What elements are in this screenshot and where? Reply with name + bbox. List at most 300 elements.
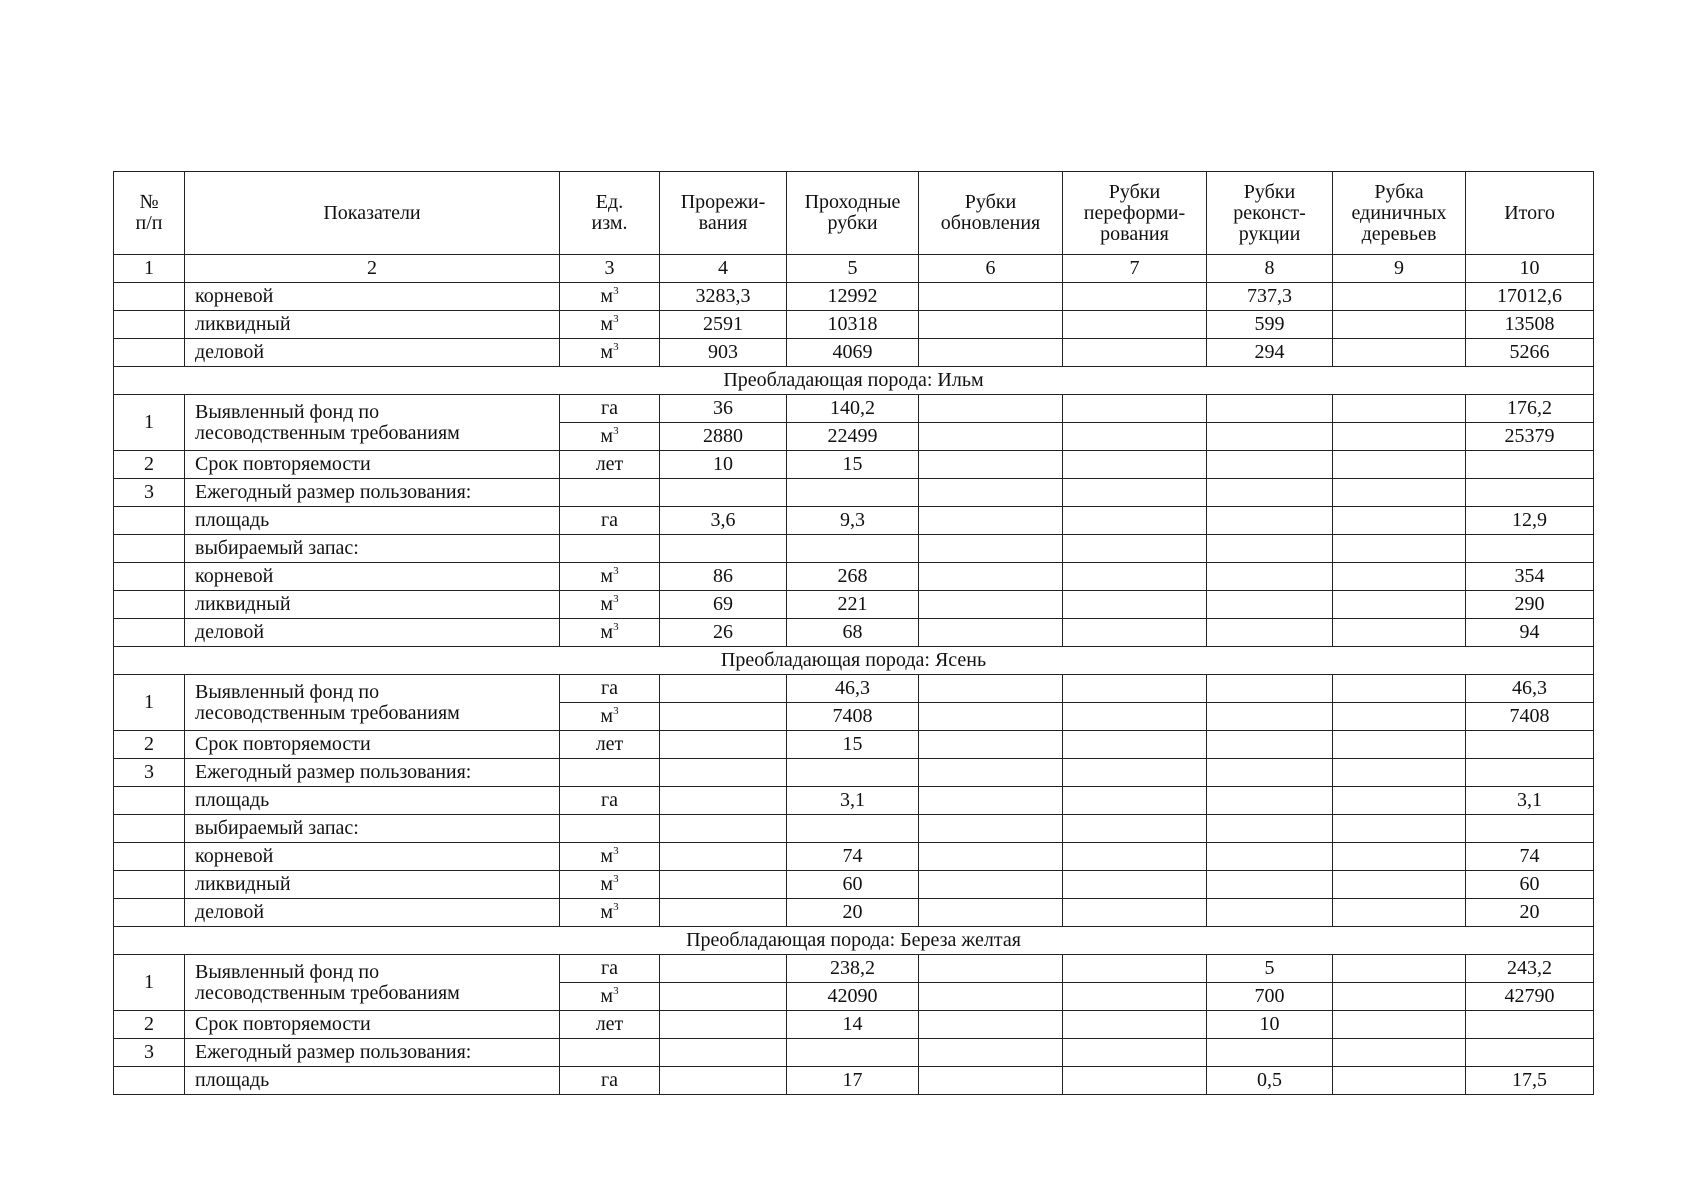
value-cell: [919, 759, 1063, 787]
value-cell: [1207, 535, 1333, 563]
table-row: [114, 395, 1594, 423]
table-row: [114, 479, 1594, 507]
unit-m: м: [600, 621, 614, 643]
unit-cell: [560, 591, 660, 619]
value-cell: [1063, 1067, 1207, 1095]
value-cell: [1207, 395, 1333, 423]
row-number: [114, 843, 185, 871]
indicator-label: ликвидный: [185, 871, 560, 899]
value-cell: 13508: [1466, 311, 1594, 339]
unit-superscript: 3: [613, 593, 619, 605]
column-number: 3: [560, 255, 660, 283]
indicator-label: площадь: [185, 1067, 560, 1095]
col-header-num: № п/п: [114, 172, 185, 255]
column-number: 2: [185, 255, 560, 283]
col-header-unit: Ед. изм.: [560, 172, 660, 255]
row-number: 1: [114, 955, 185, 1011]
value-cell: 176,2: [1466, 395, 1594, 423]
section-title: Преобладающая порода: Ясень: [114, 647, 1594, 675]
value-cell: [660, 843, 787, 871]
row-number: 3: [114, 479, 185, 507]
table-row: [114, 843, 1594, 871]
value-cell: [1207, 423, 1333, 451]
indicator-label: выбираемый запас:: [185, 815, 560, 843]
value-cell: [1333, 563, 1466, 591]
value-cell: 42090: [787, 983, 919, 1011]
row-number: 1: [114, 395, 185, 451]
value-cell: 17012,6: [1466, 283, 1594, 311]
value-cell: [660, 535, 787, 563]
value-cell: 17: [787, 1067, 919, 1095]
unit-cell: [560, 283, 660, 311]
row-number: [114, 899, 185, 927]
value-cell: [919, 395, 1063, 423]
indicator-label: корневой: [185, 843, 560, 871]
unit-cell: га: [560, 675, 660, 703]
value-cell: 4069: [787, 339, 919, 367]
row-number: 3: [114, 759, 185, 787]
value-cell: 3283,3: [660, 283, 787, 311]
value-cell: 268: [787, 563, 919, 591]
value-cell: 42790: [1466, 983, 1594, 1011]
value-cell: [1063, 591, 1207, 619]
unit-superscript: 3: [613, 565, 619, 577]
value-cell: [1063, 871, 1207, 899]
forestry-table: [113, 171, 1594, 1095]
table-row: [114, 339, 1594, 367]
unit-superscript: 3: [613, 845, 619, 857]
value-cell: 737,3: [1207, 283, 1333, 311]
unit-cell: лет: [560, 731, 660, 759]
value-cell: [1333, 815, 1466, 843]
value-cell: 700: [1207, 983, 1333, 1011]
indicator-label: [185, 955, 560, 1011]
value-cell: [1333, 423, 1466, 451]
table-row: [114, 1039, 1594, 1067]
value-cell: [1063, 395, 1207, 423]
value-cell: 60: [1466, 871, 1594, 899]
value-cell: [919, 787, 1063, 815]
value-cell: 599: [1207, 311, 1333, 339]
row-number: [114, 815, 185, 843]
value-cell: 25379: [1466, 423, 1594, 451]
value-cell: 74: [1466, 843, 1594, 871]
unit-cell: [560, 619, 660, 647]
value-cell: [1207, 591, 1333, 619]
unit-cell: лет: [560, 1011, 660, 1039]
unit-cell: га: [560, 955, 660, 983]
value-cell: 69: [660, 591, 787, 619]
value-cell: [1466, 815, 1594, 843]
value-cell: [919, 535, 1063, 563]
row-number: 2: [114, 731, 185, 759]
value-cell: 17,5: [1466, 1067, 1594, 1095]
value-cell: [1333, 899, 1466, 927]
value-cell: [787, 479, 919, 507]
row-number: [114, 787, 185, 815]
row-number: [114, 619, 185, 647]
unit-superscript: 3: [613, 705, 619, 717]
section-title-row: [114, 367, 1594, 395]
value-cell: [1063, 787, 1207, 815]
value-cell: 15: [787, 731, 919, 759]
value-cell: 290: [1466, 591, 1594, 619]
value-cell: [660, 955, 787, 983]
value-cell: [1333, 843, 1466, 871]
value-cell: [660, 983, 787, 1011]
value-cell: [660, 1067, 787, 1095]
label-line: лесоводственным требованиям: [195, 981, 460, 1004]
column-number: 1: [114, 255, 185, 283]
unit-cell: [560, 423, 660, 451]
value-cell: [1333, 759, 1466, 787]
value-cell: [660, 675, 787, 703]
unit-m: м: [600, 873, 614, 895]
unit-cell: га: [560, 787, 660, 815]
section-title-row: [114, 647, 1594, 675]
unit-cell: [560, 311, 660, 339]
value-cell: 3,1: [1466, 787, 1594, 815]
unit-superscript: 3: [613, 285, 619, 297]
column-number: 9: [1333, 255, 1466, 283]
indicator-label: Ежегодный размер пользования:: [185, 479, 560, 507]
value-cell: [919, 619, 1063, 647]
table-body: [114, 255, 1594, 1095]
value-cell: [1063, 815, 1207, 843]
column-number: 5: [787, 255, 919, 283]
indicator-label: выбираемый запас:: [185, 535, 560, 563]
value-cell: [1063, 507, 1207, 535]
value-cell: 7408: [787, 703, 919, 731]
value-cell: [1333, 591, 1466, 619]
unit-cell: га: [560, 507, 660, 535]
value-cell: 3,1: [787, 787, 919, 815]
table-row: [114, 563, 1594, 591]
table-row: [114, 507, 1594, 535]
value-cell: [1063, 1011, 1207, 1039]
value-cell: [1207, 843, 1333, 871]
value-cell: 46,3: [787, 675, 919, 703]
row-number: [114, 507, 185, 535]
table-row: [114, 311, 1594, 339]
value-cell: [919, 983, 1063, 1011]
value-cell: [1207, 451, 1333, 479]
value-cell: [1466, 759, 1594, 787]
value-cell: [1466, 1039, 1594, 1067]
table-row: [114, 815, 1594, 843]
value-cell: [1063, 899, 1207, 927]
value-cell: [660, 703, 787, 731]
value-cell: [1207, 675, 1333, 703]
table-row: [114, 899, 1594, 927]
value-cell: [919, 311, 1063, 339]
unit-superscript: 3: [613, 341, 619, 353]
value-cell: [1063, 563, 1207, 591]
value-cell: [919, 451, 1063, 479]
value-cell: [1063, 311, 1207, 339]
value-cell: [1466, 479, 1594, 507]
indicator-label: Срок повторяемости: [185, 731, 560, 759]
value-cell: 10: [660, 451, 787, 479]
unit-superscript: 3: [613, 873, 619, 885]
value-cell: 9,3: [787, 507, 919, 535]
value-cell: [1333, 703, 1466, 731]
value-cell: [1333, 451, 1466, 479]
value-cell: [1063, 955, 1207, 983]
section-title: Преобладающая порода: Береза желтая: [114, 927, 1594, 955]
value-cell: 294: [1207, 339, 1333, 367]
value-cell: 7408: [1466, 703, 1594, 731]
value-cell: [1207, 787, 1333, 815]
value-cell: [1333, 983, 1466, 1011]
unit-cell: [560, 563, 660, 591]
value-cell: [1063, 675, 1207, 703]
value-cell: 12992: [787, 283, 919, 311]
value-cell: 243,2: [1466, 955, 1594, 983]
col-header-reconstruction: Рубки реконст- рукции: [1207, 172, 1333, 255]
value-cell: [1207, 703, 1333, 731]
value-cell: [1207, 759, 1333, 787]
unit-superscript: 3: [613, 901, 619, 913]
value-cell: [1207, 871, 1333, 899]
unit-superscript: 3: [613, 425, 619, 437]
value-cell: [1063, 619, 1207, 647]
value-cell: [1333, 311, 1466, 339]
value-cell: [919, 283, 1063, 311]
value-cell: [919, 1039, 1063, 1067]
label-line: лесоводственным требованиям: [195, 421, 460, 444]
col-header-total: Итого: [1466, 172, 1594, 255]
unit-cell: [560, 843, 660, 871]
row-number: [114, 339, 185, 367]
value-cell: 36: [660, 395, 787, 423]
row-number: [114, 535, 185, 563]
unit-cell: [560, 759, 660, 787]
row-number: [114, 591, 185, 619]
value-cell: [1466, 731, 1594, 759]
indicator-label: Ежегодный размер пользования:: [185, 1039, 560, 1067]
col-header-passage-cutting: Проходные рубки: [787, 172, 919, 255]
value-cell: [660, 1039, 787, 1067]
value-cell: [1333, 283, 1466, 311]
unit-cell: [560, 535, 660, 563]
table-row: [114, 283, 1594, 311]
value-cell: [919, 479, 1063, 507]
unit-superscript: 3: [613, 313, 619, 325]
value-cell: [919, 843, 1063, 871]
value-cell: [1333, 395, 1466, 423]
indicator-label: [185, 395, 560, 451]
unit-cell: [560, 339, 660, 367]
value-cell: [660, 787, 787, 815]
label-line: Выявленный фонд по: [195, 680, 380, 703]
table-row: [114, 535, 1594, 563]
value-cell: [1333, 619, 1466, 647]
value-cell: 26: [660, 619, 787, 647]
value-cell: [1333, 507, 1466, 535]
unit-cell: га: [560, 1067, 660, 1095]
col-header-single-tree: Рубка единичных деревьев: [1333, 172, 1466, 255]
value-cell: [1466, 451, 1594, 479]
unit-m: м: [600, 285, 614, 307]
value-cell: [1466, 1011, 1594, 1039]
value-cell: [919, 675, 1063, 703]
unit-m: м: [600, 341, 614, 363]
value-cell: 94: [1466, 619, 1594, 647]
unit-cell: га: [560, 395, 660, 423]
value-cell: 60: [787, 871, 919, 899]
col-header-renewal: Рубки обновления: [919, 172, 1063, 255]
indicator-label: ликвидный: [185, 591, 560, 619]
row-number: 2: [114, 451, 185, 479]
value-cell: [660, 1011, 787, 1039]
value-cell: [1333, 1011, 1466, 1039]
value-cell: [660, 479, 787, 507]
unit-m: м: [600, 565, 614, 587]
section-title-row: [114, 927, 1594, 955]
table-row: [114, 451, 1594, 479]
unit-cell: [560, 983, 660, 1011]
unit-m: м: [600, 901, 614, 923]
table-row: [114, 759, 1594, 787]
row-number: [114, 283, 185, 311]
table-row: [114, 787, 1594, 815]
table-row: [114, 619, 1594, 647]
value-cell: 10318: [787, 311, 919, 339]
value-cell: [919, 339, 1063, 367]
value-cell: [1063, 703, 1207, 731]
unit-m: м: [600, 845, 614, 867]
label-line: лесоводственным требованиям: [195, 701, 460, 724]
row-number: 2: [114, 1011, 185, 1039]
value-cell: [919, 871, 1063, 899]
unit-cell: [560, 479, 660, 507]
value-cell: 14: [787, 1011, 919, 1039]
value-cell: [1063, 1039, 1207, 1067]
value-cell: 238,2: [787, 955, 919, 983]
value-cell: [1333, 731, 1466, 759]
value-cell: [919, 507, 1063, 535]
unit-m: м: [600, 705, 614, 727]
value-cell: [1333, 479, 1466, 507]
column-number: 4: [660, 255, 787, 283]
value-cell: [660, 759, 787, 787]
value-cell: 10: [1207, 1011, 1333, 1039]
value-cell: 12,9: [1466, 507, 1594, 535]
value-cell: [1063, 759, 1207, 787]
value-cell: [919, 563, 1063, 591]
value-cell: 354: [1466, 563, 1594, 591]
col-header-indicators: Показатели: [185, 172, 560, 255]
indicator-label: площадь: [185, 787, 560, 815]
value-cell: [919, 1067, 1063, 1095]
indicator-label: Срок повторяемости: [185, 1011, 560, 1039]
indicator-label: площадь: [185, 507, 560, 535]
row-number: [114, 1067, 185, 1095]
unit-cell: [560, 899, 660, 927]
value-cell: 22499: [787, 423, 919, 451]
column-number: 7: [1063, 255, 1207, 283]
value-cell: [1063, 339, 1207, 367]
indicator-label: Ежегодный размер пользования:: [185, 759, 560, 787]
value-cell: [1333, 535, 1466, 563]
value-cell: [1207, 899, 1333, 927]
value-cell: [1063, 423, 1207, 451]
value-cell: [1333, 1067, 1466, 1095]
row-number: 3: [114, 1039, 185, 1067]
value-cell: [787, 1039, 919, 1067]
unit-m: м: [600, 593, 614, 615]
value-cell: [1063, 283, 1207, 311]
unit-m: м: [600, 425, 614, 447]
value-cell: [1333, 675, 1466, 703]
value-cell: 74: [787, 843, 919, 871]
value-cell: [660, 871, 787, 899]
label-line: Выявленный фонд по: [195, 960, 380, 983]
value-cell: [1466, 535, 1594, 563]
value-cell: [919, 703, 1063, 731]
unit-superscript: 3: [613, 621, 619, 633]
value-cell: [919, 423, 1063, 451]
value-cell: [1333, 787, 1466, 815]
value-cell: 68: [787, 619, 919, 647]
col-header-reformation: Рубки переформи- рования: [1063, 172, 1207, 255]
col-header-thinning: Прорежи- вания: [660, 172, 787, 255]
value-cell: 5266: [1466, 339, 1594, 367]
indicator-label: Срок повторяемости: [185, 451, 560, 479]
value-cell: 2591: [660, 311, 787, 339]
value-cell: [1063, 983, 1207, 1011]
indicator-label: деловой: [185, 619, 560, 647]
value-cell: [1207, 731, 1333, 759]
column-number-row: [114, 255, 1594, 283]
value-cell: 20: [787, 899, 919, 927]
unit-cell: лет: [560, 451, 660, 479]
unit-cell: [560, 815, 660, 843]
value-cell: 86: [660, 563, 787, 591]
table-row: [114, 591, 1594, 619]
row-number: [114, 311, 185, 339]
value-cell: 140,2: [787, 395, 919, 423]
value-cell: [1333, 955, 1466, 983]
value-cell: [919, 815, 1063, 843]
table-row: [114, 1011, 1594, 1039]
indicator-label: корневой: [185, 283, 560, 311]
value-cell: [1207, 619, 1333, 647]
value-cell: [660, 815, 787, 843]
table-row: [114, 955, 1594, 983]
value-cell: 46,3: [1466, 675, 1594, 703]
value-cell: [1207, 1039, 1333, 1067]
value-cell: [1063, 843, 1207, 871]
indicator-label: деловой: [185, 339, 560, 367]
value-cell: 0,5: [1207, 1067, 1333, 1095]
unit-m: м: [600, 985, 614, 1007]
row-number: [114, 563, 185, 591]
section-title: Преобладающая порода: Ильм: [114, 367, 1594, 395]
value-cell: 2880: [660, 423, 787, 451]
value-cell: [1063, 451, 1207, 479]
value-cell: [919, 591, 1063, 619]
value-cell: 15: [787, 451, 919, 479]
indicator-label: корневой: [185, 563, 560, 591]
unit-superscript: 3: [613, 985, 619, 997]
value-cell: 20: [1466, 899, 1594, 927]
row-number: 1: [114, 675, 185, 731]
value-cell: [1333, 339, 1466, 367]
unit-cell: [560, 703, 660, 731]
value-cell: [787, 535, 919, 563]
